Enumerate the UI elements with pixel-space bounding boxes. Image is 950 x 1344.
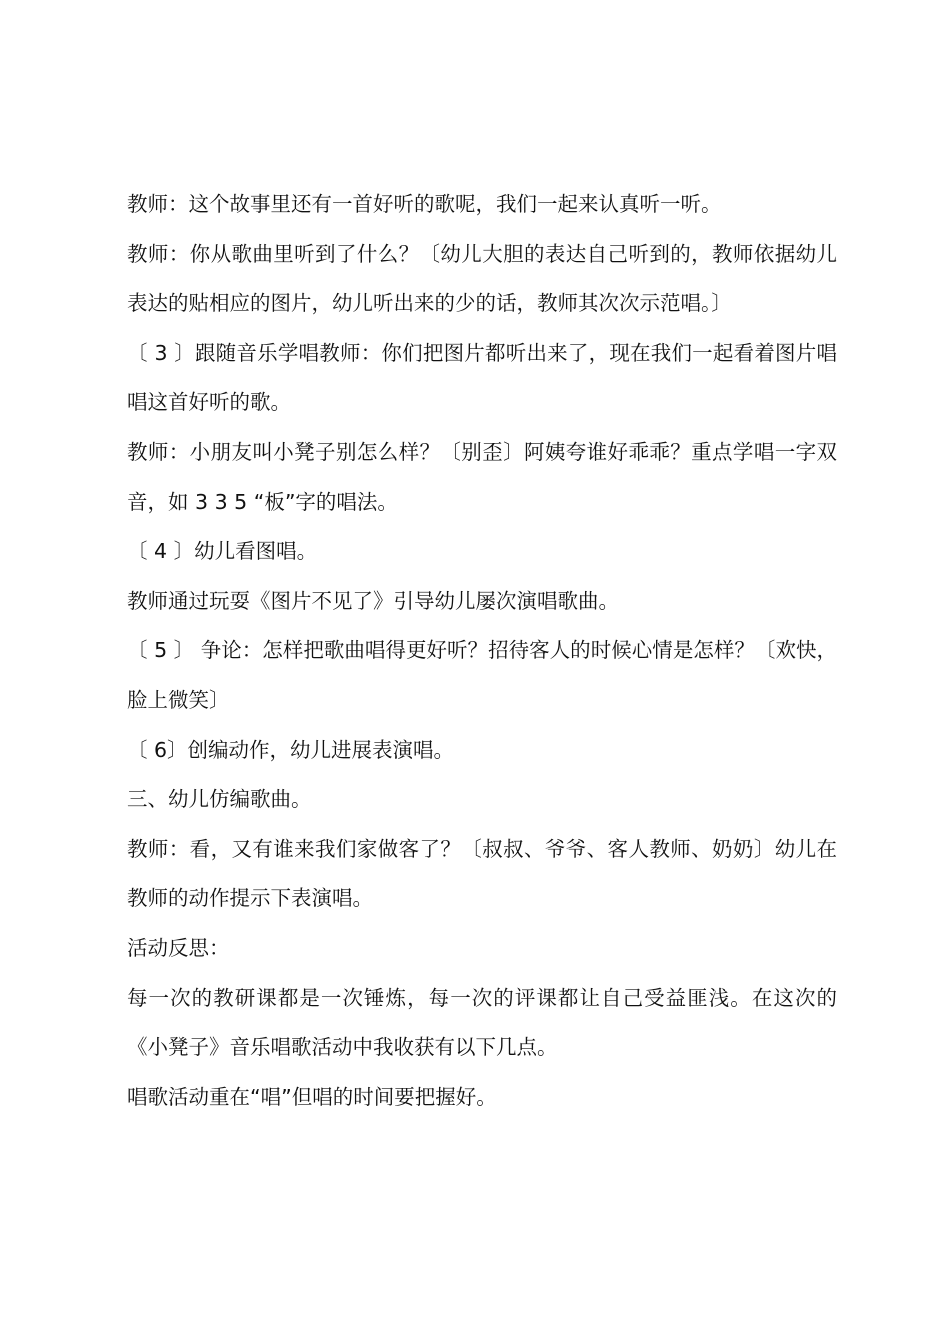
- document-body: [127, 180, 837, 1122]
- paragraph-teacher-guests: 教师：看，又有谁来我们家做客了？〔叔叔、爷爷、客人教师、奶奶〕幼儿在教师的动作提示下表演唱。: [127, 836, 837, 911]
- paragraph-step-5-discussion: 〔 5 〕 争论：怎样把歌曲唱得更好听？招待客人的时候心情是怎样？〔欢快，脸上微笑〕: [127, 638, 837, 712]
- section-heading-imitate-song: 三、幼儿仿编歌曲。: [127, 787, 312, 812]
- paragraph-reflection-point: 唱歌活动重在“唱”但唱的时间要把握好。: [127, 1084, 497, 1109]
- paragraph-step-3-learn-singing: 〔 3 〕跟随音乐学唱教师：你们把图片都听出来了，现在我们一起看着图片唱唱这首好听的歌。: [127, 340, 837, 415]
- paragraph-teacher-story-song: 教师：这个故事里还有一首好听的歌呢，我们一起来认真听一听。: [127, 192, 722, 216]
- section-heading-reflection: 活动反思：: [127, 935, 230, 960]
- paragraph-teacher-question-song: 教师：你从歌曲里听到了什么？〔幼儿大胆的表达自己听到的，教师依据幼儿表达的贴相应的图片，幼儿听出来的少的话，教师其次次示范唱。〕: [127, 241, 837, 316]
- paragraph-step-6-create-actions: 〔 6〕创编动作，幼儿进展表演唱。: [127, 737, 455, 762]
- paragraph-step-4-sing-by-picture: 〔 4 〕幼儿看图唱。: [127, 539, 318, 564]
- paragraph-teacher-game: 教师通过玩耍《图片不见了》引导幼儿屡次演唱歌曲。: [127, 588, 619, 613]
- paragraph-reflection-body: 每一次的教研课都是一次锤炼，每一次的评课都让自己受益匪浅。在这次的《小凳子》音乐唱歌活动中我收获有以下几点。: [127, 985, 837, 1060]
- paragraph-teacher-key-singing: 教师：小朋友叫小凳子别怎么样？〔别歪〕阿姨夸谁好乖乖？重点学唱一字双音，如 3 3 5 “板”字的唱法。: [127, 439, 837, 514]
